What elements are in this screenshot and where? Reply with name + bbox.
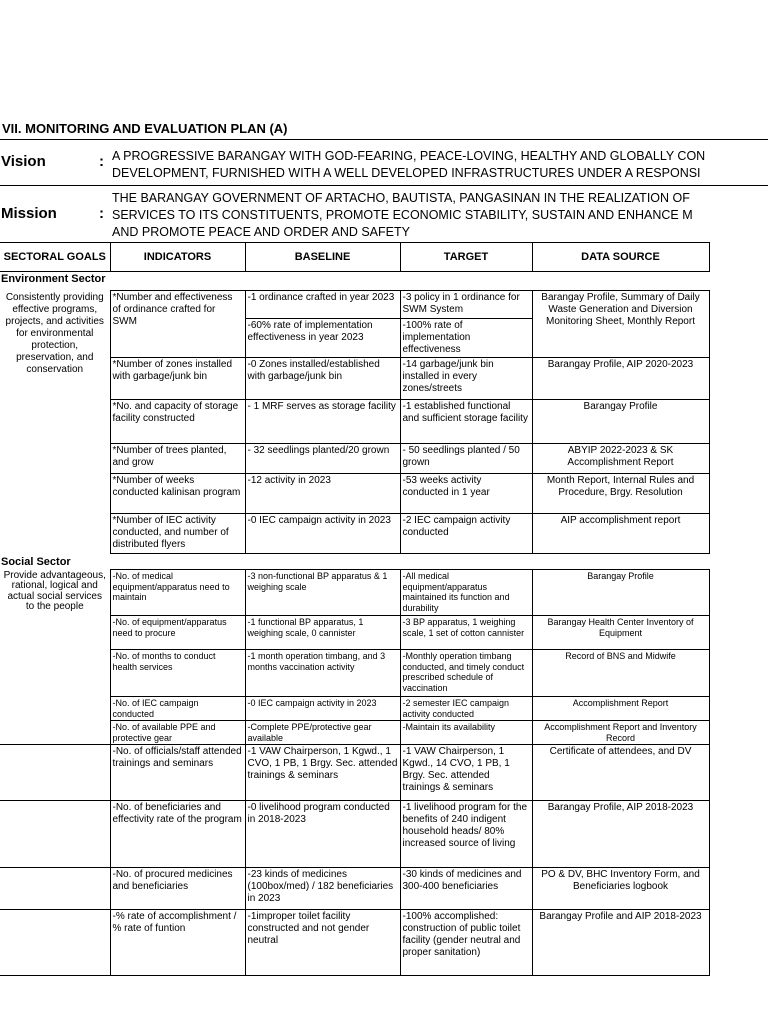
baseline-cell: -3 non-functional BP apparatus & 1 weighing scale	[245, 570, 400, 616]
data-source-cell: ABYIP 2022-2023 & SK Accomplishment Report	[532, 444, 709, 474]
target-cell: -Maintain its availability	[400, 721, 532, 745]
data-source-cell: Barangay Profile, AIP 2018-2023	[532, 801, 709, 868]
data-source-cell: Month Report, Internal Rules and Procedure, Brgy. Resolution	[532, 474, 709, 514]
baseline-cell: -12 activity in 2023	[245, 474, 400, 514]
table-row	[0, 910, 709, 976]
empty-goal-cell	[0, 745, 110, 801]
target-cell: - 50 seedlings planted / 50 grown	[400, 444, 532, 474]
vision-line: A PROGRESSIVE BARANGAY WITH GOD-FEARING, PEACE-LOVING, HEALTHY AND GLOBALLY CON	[112, 149, 706, 163]
target-cell: -30 kinds of medicines and 300-400 beneficiaries	[400, 868, 532, 910]
vision-label: Vision	[1, 153, 46, 170]
mission-line: THE BARANGAY GOVERNMENT OF ARTACHO, BAUTISTA, PANGASINAN IN THE REALIZATION OF	[112, 191, 690, 205]
indicator-cell: -No. of IEC campaign conducted	[110, 697, 245, 721]
indicator-cell: *No. and capacity of storage facility constructed	[110, 400, 245, 444]
document-title: VII. MONITORING AND EVALUATION PLAN (A)	[2, 121, 288, 136]
vision-text	[112, 148, 768, 182]
vision-line: DEVELOPMENT, FURNISHED WITH A WELL DEVELOPED INFRASTRUCTURES UNDER A RESPONSI	[112, 166, 701, 180]
data-source-cell: Barangay Health Center Inventory of Equipment	[532, 616, 709, 650]
indicator-cell: -No. of months to conduct health services	[110, 650, 245, 697]
target-cell: -All medical equipment/apparatus maintained its function and durability	[400, 570, 532, 616]
social-table	[0, 569, 710, 976]
mission-text	[112, 190, 768, 241]
baseline-cell: -1 ordinance crafted in year 2023	[245, 291, 400, 319]
baseline-cell: - 32 seedlings planted/20 grown	[245, 444, 400, 474]
section-label-environment: Environment Sector	[1, 273, 106, 285]
baseline-cell: -1 month operation timbang, and 3 months vaccination activity	[245, 650, 400, 697]
header-indicators: INDICATORS	[110, 243, 245, 272]
indicator-cell: *Number of weeks conducted kalinisan program	[110, 474, 245, 514]
environment-table	[0, 290, 710, 554]
data-source-cell: PO & DV, BHC Inventory Form, and Beneficiaries logbook	[532, 868, 709, 910]
mission-line: SERVICES TO ITS CONSTITUENTS, PROMOTE ECONOMIC STABILITY, SUSTAIN AND ENHANCE M	[112, 208, 693, 222]
baseline-cell: -23 kinds of medicines (100box/med) / 182 beneficiaries in 2023	[245, 868, 400, 910]
header-data-source: DATA SOURCE	[532, 243, 709, 272]
mission-label: Mission	[1, 205, 57, 222]
header-baseline: BASELINE	[245, 243, 400, 272]
data-source-cell: Record of BNS and Midwife	[532, 650, 709, 697]
divider	[0, 139, 768, 140]
empty-goal-cell	[0, 910, 110, 976]
sectoral-goal: Provide advantageous, rational, logical and actual social services to the people	[0, 570, 110, 745]
target-cell: -2 semester IEC campaign activity conducted	[400, 697, 532, 721]
indicator-cell: *Number of IEC activity conducted, and number of distributed flyers	[110, 514, 245, 554]
baseline-cell: -0 IEC campaign activity in 2023	[245, 514, 400, 554]
empty-goal-cell	[0, 868, 110, 910]
target-cell: -100% accomplished: construction of public toilet facility (gender neutral and proper sanitation)	[400, 910, 532, 976]
mission-line: AND PROMOTE PEACE AND ORDER AND SAFETY	[112, 225, 410, 239]
table-row	[0, 868, 709, 910]
target-cell: -100% rate of implementation effectiveness	[400, 319, 532, 358]
mission-colon: :	[99, 205, 104, 222]
baseline-cell: -1 VAW Chairperson, 1 Kgwd., 1 CVO, 1 PB, 1 Brgy. Sec. attended trainings & seminars	[245, 745, 400, 801]
data-source-cell: Accomplishment Report and Inventory Record	[532, 721, 709, 745]
target-cell: -2 IEC campaign activity conducted	[400, 514, 532, 554]
baseline-cell: -0 livelihood program conducted in 2018-2023	[245, 801, 400, 868]
data-source-cell: Barangay Profile	[532, 570, 709, 616]
section-label-social: Social Sector	[1, 556, 71, 568]
target-cell: -14 garbage/junk bin installed in every zones/streets	[400, 358, 532, 400]
indicator-cell: -No. of officials/staff attended trainings and seminars	[110, 745, 245, 801]
empty-goal-cell	[0, 801, 110, 868]
indicator-cell: -No. of equipment/apparatus need to procure	[110, 616, 245, 650]
data-source-cell: Barangay Profile, Summary of Daily Waste Generation and Diversion Monitoring Sheet, Monthly Report	[532, 291, 709, 358]
table-row	[0, 291, 709, 319]
data-source-cell: Accomplishment Report	[532, 697, 709, 721]
vision-colon: :	[99, 153, 104, 170]
indicator-cell: -No. of beneficiaries and effectivity rate of the program	[110, 801, 245, 868]
table-row	[0, 570, 709, 616]
data-source-cell: Barangay Profile, AIP 2020-2023	[532, 358, 709, 400]
target-cell: -Monthly operation timbang conducted, and timely conduct prescribed schedule of vaccination	[400, 650, 532, 697]
divider	[0, 185, 768, 186]
sectoral-goal: Consistently providing effective programs, projects, and activities for environmental protection, preservation, and conservation	[0, 291, 110, 554]
indicator-cell: -No. of procured medicines and beneficiaries	[110, 868, 245, 910]
data-source-cell: Barangay Profile	[532, 400, 709, 444]
target-cell: -3 policy in 1 ordinance for SWM System	[400, 291, 532, 319]
indicator-cell: *Number and effectiveness of ordinance crafted for SWM	[110, 291, 245, 358]
target-cell: -1 livelihood program for the benefits of 240 indigent household heads/ 80% increased source of living	[400, 801, 532, 868]
indicator-cell: *Number of trees planted, and grow	[110, 444, 245, 474]
target-cell: -53 weeks activity conducted in 1 year	[400, 474, 532, 514]
target-cell: -1 VAW Chairperson, 1 Kgwd., 14 CVO, 1 PB, 1 Brgy. Sec. attended trainings & seminars	[400, 745, 532, 801]
header-target: TARGET	[400, 243, 532, 272]
target-cell: -1 established functional and sufficient storage facility	[400, 400, 532, 444]
data-source-cell: AIP accomplishment report	[532, 514, 709, 554]
indicator-cell: -No. of available PPE and protective gear	[110, 721, 245, 745]
indicator-cell: -No. of medical equipment/apparatus need to maintain	[110, 570, 245, 616]
baseline-cell: - 1 MRF serves as storage facility	[245, 400, 400, 444]
baseline-cell: -0 IEC campaign activity in 2023	[245, 697, 400, 721]
data-source-cell: Certificate of attendees, and DV	[532, 745, 709, 801]
baseline-cell: -60% rate of implementation effectiveness in year 2023	[245, 319, 400, 358]
indicator-cell: -% rate of accomplishment / % rate of funtion	[110, 910, 245, 976]
baseline-cell: -0 Zones installed/established with garbage/junk bin	[245, 358, 400, 400]
baseline-cell: -1improper toilet facility constructed and not gender neutral	[245, 910, 400, 976]
data-source-cell: Barangay Profile and AIP 2018-2023	[532, 910, 709, 976]
target-cell: -3 BP apparatus, 1 weighing scale, 1 set of cotton cannister	[400, 616, 532, 650]
baseline-cell: -Complete PPE/protective gear available	[245, 721, 400, 745]
table-row	[0, 801, 709, 868]
header-table	[0, 242, 710, 272]
baseline-cell: -1 functional BP apparatus, 1 weighing scale, 0 cannister	[245, 616, 400, 650]
header-sectoral-goals: SECTORAL GOALS	[0, 243, 110, 272]
table-row	[0, 745, 709, 801]
indicator-cell: *Number of zones installed with garbage/junk bin	[110, 358, 245, 400]
